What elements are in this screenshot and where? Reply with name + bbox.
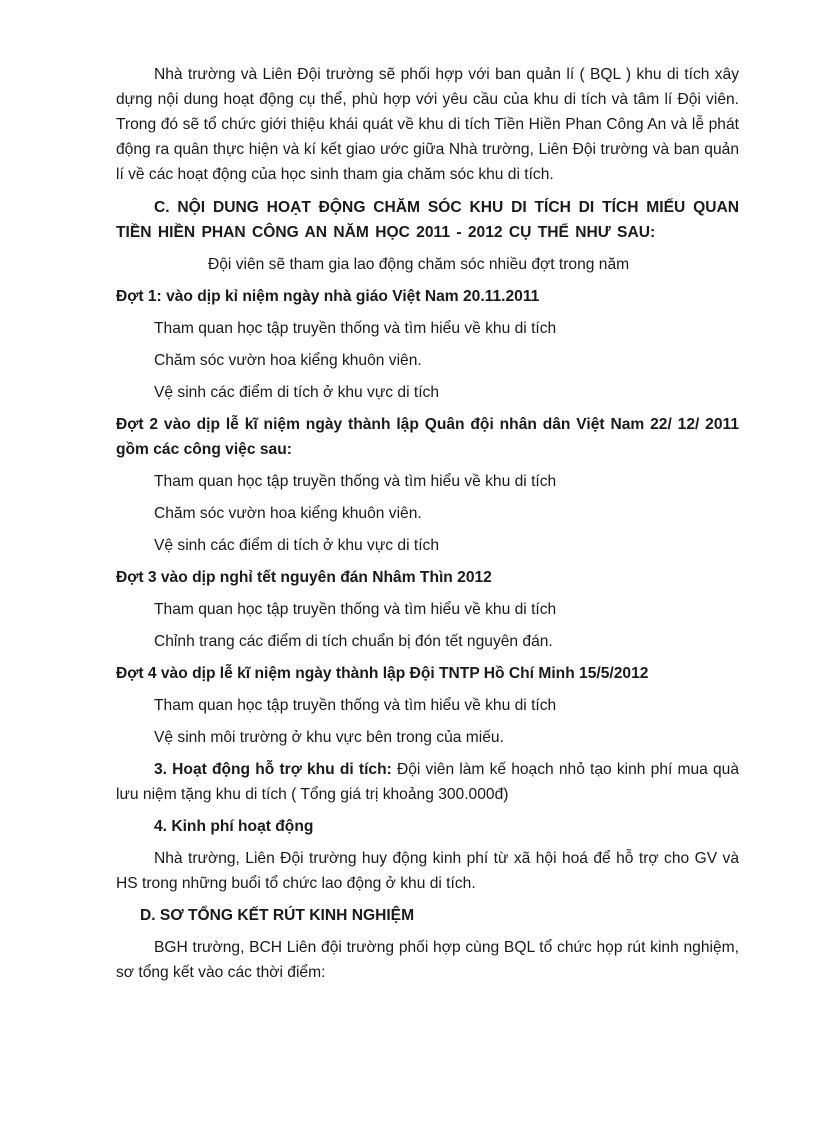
- document-page: [116, 62, 739, 992]
- dot2-item: Tham quan học tập truyền thống và tìm hiểu về khu di tích: [154, 473, 557, 490]
- section-4-title: 4. Kinh phí hoạt động: [154, 818, 314, 835]
- intro-paragraph: Nhà trường và Liên Đội trường sẽ phối hợp với ban quản lí ( BQL ) khu di tích xây dựng nội dung hoạt động cụ thể, phù hợp với yêu cầu của khu di tích và tâm lí Đội viên. Trong đó sẽ tổ chức giới thiệu khái quát về khu di tích Tiền Hiền Phan Công An và lễ phát động ra quân thực hiện và kí kết giao ước giữa Nhà trường, Liên Đội trường và ban quản lí về các hoạt động của học sinh tham gia chăm sóc khu di tích.: [116, 66, 739, 183]
- section-c-intro: Đội viên sẽ tham gia lao động chăm sóc nhiều đợt trong năm: [208, 256, 630, 273]
- dot1-heading: Đợt 1: vào dịp kỉ niệm ngày nhà giáo Việt Nam 20.11.2011: [116, 288, 540, 305]
- dot2-heading: Đợt 2 vào dịp lễ kĩ niệm ngày thành lập Quân đội nhân dân Việt Nam 22/ 12/ 2011 gồm các công việc sau:: [116, 416, 739, 458]
- dot1-item: Vệ sinh các điểm di tích ở khu vực di tích: [154, 384, 440, 401]
- dot4-heading: Đợt 4 vào dịp lễ kĩ niệm ngày thành lập Đội TNTP Hồ Chí Minh 15/5/2012: [116, 665, 649, 682]
- dot3-item: Tham quan học tập truyền thống và tìm hiểu về khu di tích: [154, 601, 557, 618]
- dot3-item: Chỉnh trang các điểm di tích chuẩn bị đón tết nguyên đán.: [154, 633, 553, 650]
- dot2-item: Vệ sinh các điểm di tích ở khu vực di tích: [154, 537, 440, 554]
- dot4-item: Vệ sinh môi trường ở khu vực bên trong của miếu.: [154, 729, 504, 746]
- section-3-body: Đội viên làm kế hoạch nhỏ tạo kinh phí mua quà lưu niệm tặng khu di tích ( Tổng giá trị khoảng 300.000đ): [116, 761, 740, 803]
- section-c-heading: C. NỘI DUNG HOẠT ĐỘNG CHĂM SÓC KHU DI TÍCH DI TÍCH MIẾU QUAN TIỀN HIỀN PHAN CÔNG AN NĂM HỌC 2011 - 2012 CỤ THỂ NHƯ SAU:: [116, 199, 739, 241]
- dot1-item: Chăm sóc vườn hoa kiểng khuôn viên.: [154, 352, 422, 369]
- dot1-item: Tham quan học tập truyền thống và tìm hiểu về khu di tích: [154, 320, 557, 337]
- section-4-body: Nhà trường, Liên Đội trường huy động kinh phí từ xã hội hoá để hỗ trợ cho GV và HS trong những buổi tổ chức lao động ở khu di tích.: [116, 850, 739, 892]
- section-3-title: 3. Hoạt động hỗ trợ khu di tích:: [154, 761, 392, 778]
- dot2-item: Chăm sóc vườn hoa kiểng khuôn viên.: [154, 505, 422, 522]
- dot4-item: Tham quan học tập truyền thống và tìm hiểu về khu di tích: [154, 697, 557, 714]
- section-3-paragraph: [116, 757, 739, 807]
- section-d-body: BGH trường, BCH Liên đội trường phối hợp cùng BQL tổ chức họp rút kinh nghiệm, sơ tổng kết vào các thời điểm:: [116, 939, 739, 981]
- dot3-heading: Đợt 3 vào dịp nghỉ tết nguyên đán Nhâm Thìn 2012: [116, 569, 492, 586]
- section-d-heading: D. SƠ TỔNG KẾT RÚT KINH NGHIỆM: [140, 907, 415, 924]
